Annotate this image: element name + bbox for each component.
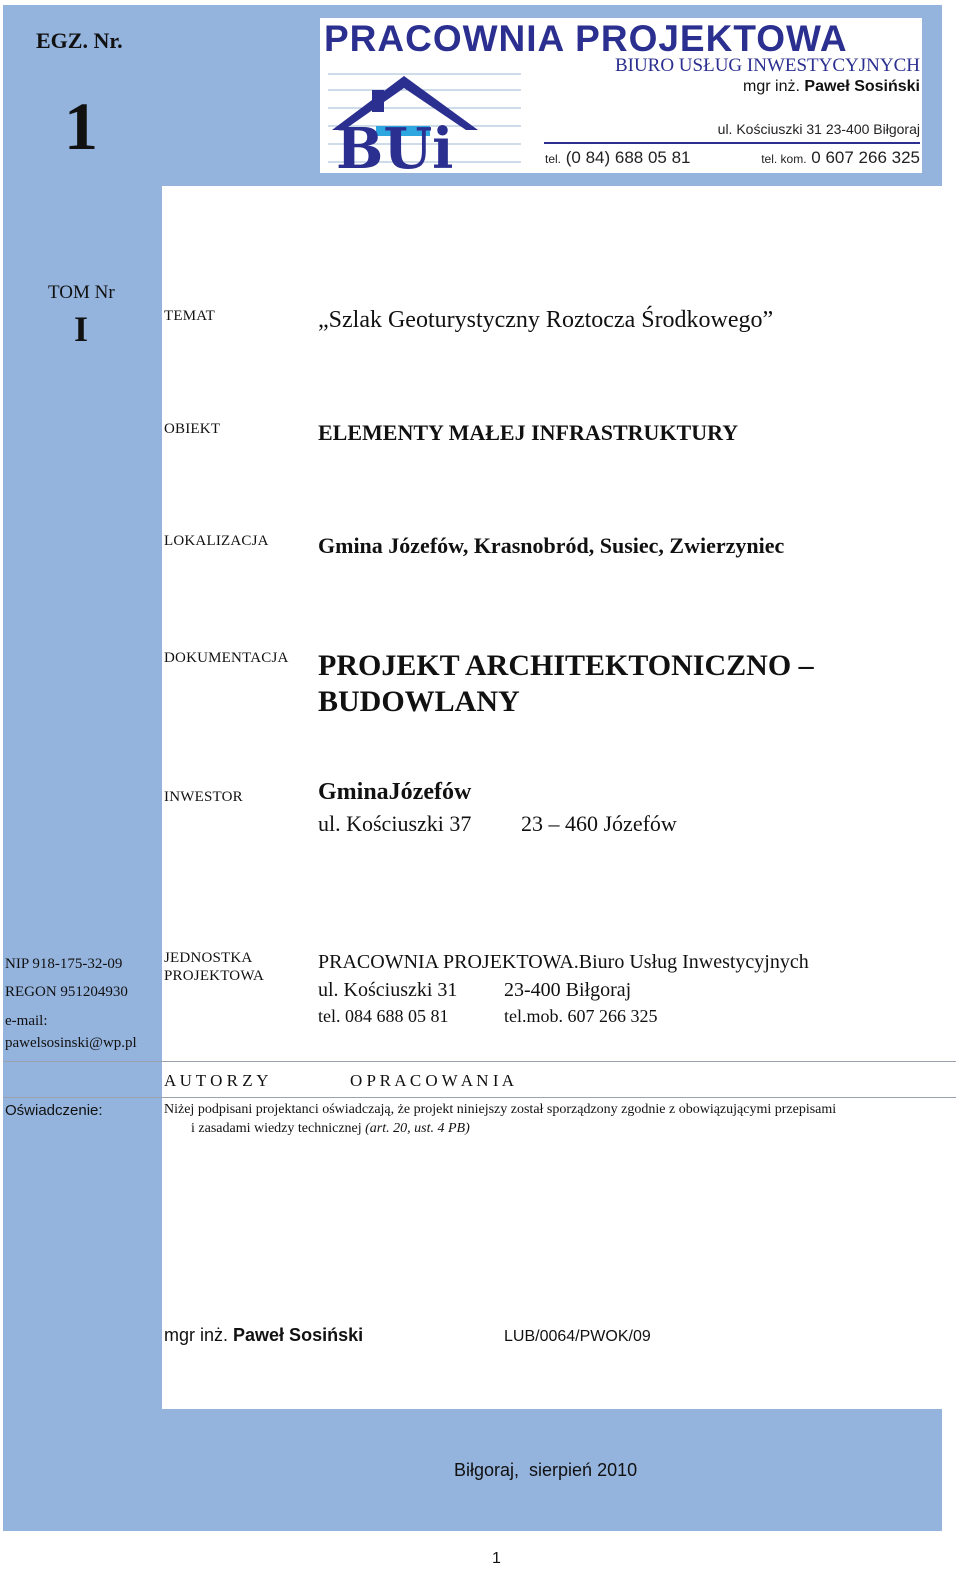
- logo-person: [743, 78, 920, 96]
- obiekt-value: ELEMENTY MAŁEJ INFRASTRUKTURY: [318, 420, 739, 445]
- logo-tel-label: tel.: [545, 152, 562, 166]
- logo-company-name: PRACOWNIA PROJEKTOWA: [324, 18, 848, 59]
- logo-divider: [544, 142, 920, 144]
- dokumentacja-label: DOKUMENTACJA: [164, 650, 289, 666]
- company-name: PRACOWNIA PROJEKTOWA.Biuro Usług Inwestycyjnych: [318, 951, 809, 973]
- signer-license: LUB/0064/PWOK/09: [504, 1328, 651, 1345]
- statement-line2: [191, 1121, 470, 1137]
- statement-label: Oświadczenie:: [5, 1102, 103, 1119]
- house-logo-icon: [326, 68, 526, 173]
- company-email-label: e-mail:: [5, 1013, 48, 1029]
- place-date: Biłgoraj, sierpień 2010: [454, 1460, 638, 1480]
- statement-line2-text: i zasadami wiedzy technicznej: [191, 1121, 362, 1136]
- signer-name: Paweł Sosiński: [233, 1325, 364, 1345]
- obiekt-label: OBIEKT: [164, 421, 221, 437]
- temat-value: „Szlak Geoturystyczny Roztocza Środkowego”: [318, 307, 774, 333]
- jednostka-label-line2: PROJEKTOWA: [164, 968, 265, 984]
- authors-top-rule: [3, 1061, 956, 1062]
- lokalizacja-value: Gmina Józefów, Krasnobród, Susiec, Zwierzyniec: [318, 533, 785, 558]
- company-city: 23-400 Biłgoraj: [504, 979, 632, 1001]
- inwestor-street: ul. Kościuszki 37: [318, 811, 472, 836]
- logo-subtitle: BIURO USŁUG INWESTYCYJNYCH: [614, 55, 920, 76]
- inwestor-postal: 23 – 460 Józefów: [521, 811, 677, 836]
- page-number: 1: [492, 1550, 501, 1567]
- company-mobile: tel.mob. 607 266 325: [504, 1006, 658, 1026]
- lokalizacja-label: LOKALIZACJA: [164, 533, 269, 549]
- dokumentacja-value-line2: BUDOWLANY: [318, 685, 520, 718]
- signer-prefix: mgr inż.: [164, 1325, 229, 1345]
- logo-mobile: [761, 148, 920, 168]
- company-email[interactable]: pawelsosinski@wp.pl: [5, 1035, 137, 1051]
- company-tel: tel. 084 688 05 81: [318, 1006, 449, 1026]
- company-regon: REGON 951204930: [5, 984, 128, 1000]
- authors-heading-right: O P R A C O W A N I A: [350, 1071, 515, 1090]
- company-logo: [320, 18, 922, 173]
- tom-label: TOM Nr: [48, 282, 115, 303]
- egz-label: EGZ. Nr.: [36, 28, 123, 53]
- inwestor-name: GminaJózefów: [318, 779, 472, 805]
- company-nip: NIP 918-175-32-09: [5, 956, 123, 972]
- logo-mobile-number: 0 607 266 325: [811, 148, 920, 167]
- egz-number: 1: [64, 88, 98, 164]
- company-street: ul. Kościuszki 31: [318, 979, 458, 1001]
- statement-line1: Niżej podpisani projektanci oświadczają, że projekt niniejszy został sporządzony zgodnie z obowiązującymi przepisami: [164, 1102, 837, 1117]
- inwestor-label: INWESTOR: [164, 789, 243, 805]
- tom-number: I: [74, 309, 89, 349]
- dokumentacja-value-line1: PROJEKT ARCHITEKTONICZNO –: [318, 649, 814, 682]
- logo-address: ul. Kościuszki 31 23-400 Biłgoraj: [717, 121, 920, 137]
- jednostka-label-line1: JEDNOSTKA: [164, 950, 253, 966]
- signer: [164, 1325, 363, 1346]
- logo-person-name: Paweł Sosiński: [804, 78, 920, 95]
- logo-person-prefix: mgr inż.: [743, 78, 800, 95]
- logo-phones: [545, 148, 691, 168]
- authors-bottom-rule: [3, 1097, 956, 1098]
- logo-mobile-label: tel. kom.: [761, 152, 807, 166]
- logo-mark-text: BUi: [336, 116, 454, 173]
- logo-tel-number: (0 84) 688 05 81: [565, 148, 691, 167]
- temat-label: TEMAT: [164, 308, 215, 324]
- statement-ref: (art. 20, ust. 4 PB): [365, 1121, 470, 1136]
- left-sidebar: [3, 186, 162, 1409]
- authors-heading-left: A U T O R Z Y: [164, 1071, 269, 1090]
